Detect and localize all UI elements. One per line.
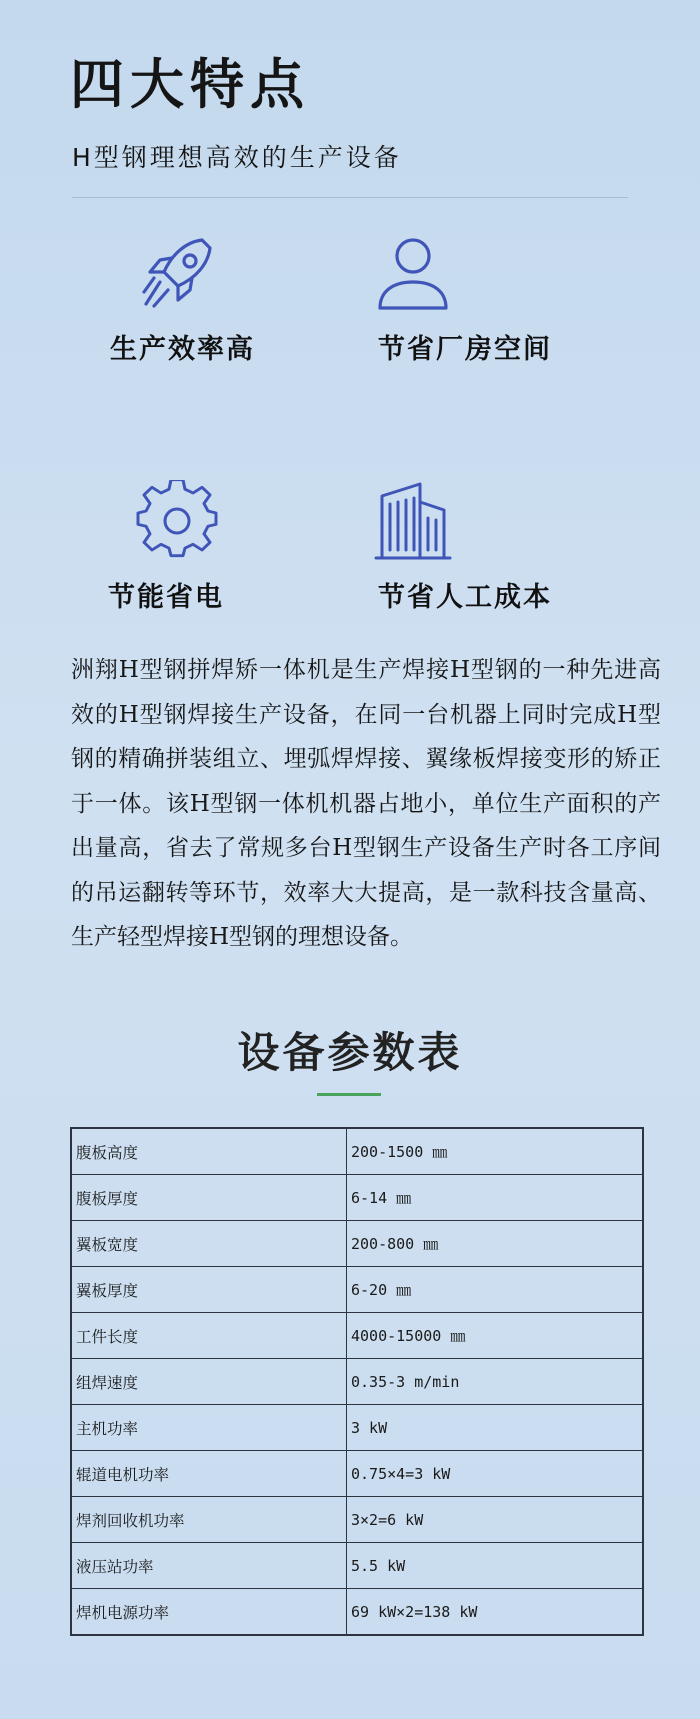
feature-label: 节省人工成本 — [378, 582, 552, 613]
param-value: 4000-15000 ㎜ — [347, 1313, 644, 1359]
param-name: 焊剂回收机功率 — [71, 1497, 347, 1543]
param-value: 69 kW×2=138 kW — [347, 1589, 644, 1636]
param-name: 辊道电机功率 — [71, 1451, 347, 1497]
param-name: 主机功率 — [71, 1405, 347, 1451]
table-row — [71, 1221, 643, 1267]
param-value: 0.35-3 m/min — [347, 1359, 644, 1405]
param-name: 工件长度 — [71, 1313, 347, 1359]
feature-label: 节省厂房空间 — [378, 334, 552, 365]
product-description: 洲翔H型钢拼焊矫一体机是生产焊接H型钢的一种先进高效的H型钢焊接生产设备，在同一台机器上同时完成H型钢的精确拼装组立、埋弧焊焊接、翼缘板焊接变形的矫正于一体。该H型钢一体机机器占地小，单位生产面积的产出量高，省去了常规多台H型钢生产设备生产时各工序间的吊运翻转等环节，效率大大提高，是一款科技含量高、生产轻型焊接H型钢的理想设备。 — [71, 657, 661, 950]
param-name: 焊机电源功率 — [71, 1589, 347, 1636]
param-value: 6-14 ㎜ — [347, 1175, 644, 1221]
table-row — [71, 1313, 643, 1359]
param-value: 6-20 ㎜ — [347, 1267, 644, 1313]
table-row — [71, 1359, 643, 1405]
param-value: 200-800 ㎜ — [347, 1221, 644, 1267]
page-subtitle: H型钢理想高效的生产设备 — [72, 143, 402, 172]
params-title: 设备参数表 — [237, 1028, 463, 1077]
param-value: 200-1500 ㎜ — [347, 1128, 644, 1175]
param-name: 腹板高度 — [71, 1128, 347, 1175]
feature-label: 生产效率高 — [110, 334, 255, 365]
page-title: 四大特点 — [70, 53, 310, 116]
params-table — [70, 1127, 644, 1636]
building-icon — [372, 480, 454, 562]
rocket-icon — [138, 232, 220, 314]
gear-icon — [136, 480, 218, 562]
param-name: 翼板宽度 — [71, 1221, 347, 1267]
param-value: 0.75×4=3 kW — [347, 1451, 644, 1497]
header-divider — [72, 197, 628, 198]
param-value: 3 kW — [347, 1405, 644, 1451]
table-row — [71, 1497, 643, 1543]
table-row — [71, 1543, 643, 1589]
table-row — [71, 1175, 643, 1221]
person-icon — [372, 232, 454, 314]
param-name: 液压站功率 — [71, 1543, 347, 1589]
feature-label: 节能省电 — [108, 582, 224, 613]
params-title-underline — [317, 1093, 381, 1096]
param-value: 5.5 kW — [347, 1543, 644, 1589]
table-row — [71, 1405, 643, 1451]
param-name: 组焊速度 — [71, 1359, 347, 1405]
table-row — [71, 1128, 643, 1175]
table-row — [71, 1451, 643, 1497]
param-name: 腹板厚度 — [71, 1175, 347, 1221]
table-row — [71, 1267, 643, 1313]
param-name: 翼板厚度 — [71, 1267, 347, 1313]
param-value: 3×2=6 kW — [347, 1497, 644, 1543]
table-row — [71, 1589, 643, 1636]
